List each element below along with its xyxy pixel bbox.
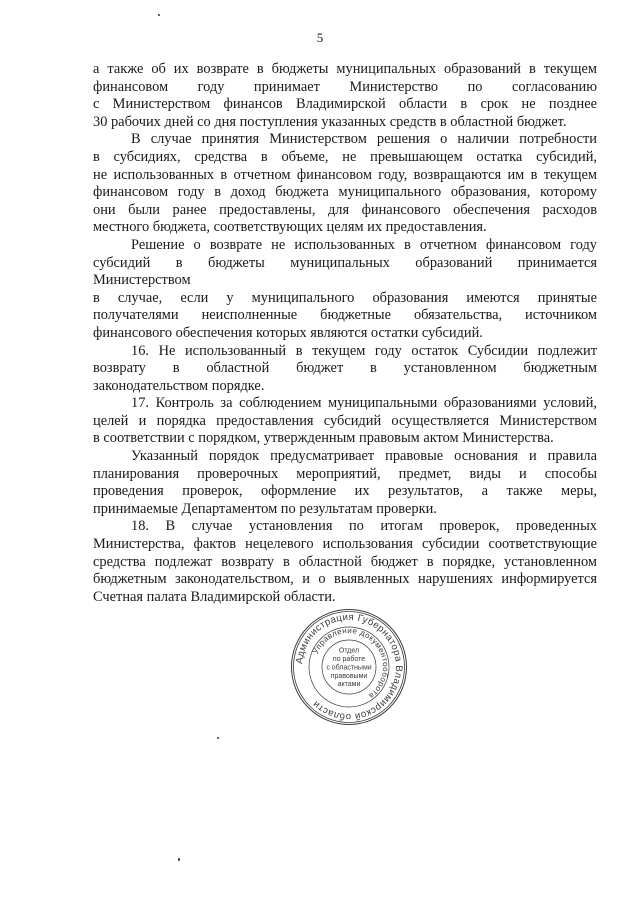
scan-speck <box>217 737 219 739</box>
paragraph <box>93 343 597 396</box>
text-line: 17. Контроль за соблюдением муниципальными образованиями условий, <box>131 395 597 412</box>
text-line: субсидий в бюджеты муниципальных образований принимается <box>93 254 597 271</box>
paragraph <box>93 131 597 237</box>
text-line: финансовом году в доход бюджета муниципального образования, которому <box>93 184 597 201</box>
text-line: финансовом году принимает Министерство по согласованию <box>93 78 597 95</box>
text-line: местного бюджета, соответствующих целям их предоставления. <box>93 219 487 236</box>
text-line: Решение о возврате не использованных в отчетном финансовом году <box>131 236 597 253</box>
seal-middle-text: Управление документооборота <box>310 625 391 701</box>
text-line: законодательством порядке. <box>93 377 265 394</box>
official-seal <box>290 608 408 726</box>
paragraph <box>93 61 597 131</box>
text-line: Министерства, фактов нецелевого использования субсидии соответствующие <box>93 536 597 553</box>
text-line: Министерством <box>93 272 191 289</box>
text-line: планирования проверочных мероприятий, предмет, виды и способы <box>93 465 597 482</box>
text-line: В случае принятия Министерством решения о наличии потребности <box>131 131 597 148</box>
text-line: 16. Не использованный в текущем году остаток Субсидии подлежит <box>131 342 597 359</box>
scan-speck <box>178 858 180 861</box>
seal-outer-text: Администрация Губернатора Владимирской области <box>294 611 405 723</box>
text-line: а также об их возврате в бюджеты муниципальных образований в текущем <box>93 61 597 77</box>
text-line: в субсидиях, средства в объеме, не превышающем остатка субсидий, <box>93 148 597 165</box>
paragraph <box>93 518 597 606</box>
text-line: финансового обеспечения которых являются остатки субсидий. <box>93 324 483 341</box>
paragraph <box>93 237 597 343</box>
seal-inner-line: правовыми <box>330 672 368 680</box>
text-line: бюджетным законодательством, и о выявленных нарушениях информируется <box>93 571 597 588</box>
seal-inner-line: Отдел <box>338 647 360 655</box>
text-line: Счетная палата Владимирской области. <box>93 588 336 605</box>
text-line: принимаемые Департаментом по результатам проверки. <box>93 500 437 517</box>
seal-inner-line: актами <box>337 681 361 689</box>
text-line: целей и порядка предоставления субсидий осуществляется Министерством <box>93 412 597 429</box>
text-line: возврату в областной бюджет в установленном бюджетным <box>93 360 597 377</box>
seal-inner-line: с областными <box>326 664 372 672</box>
text-line: с Министерством финансов Владимирской области в срок не позднее <box>93 96 597 113</box>
seal-inner-text <box>326 648 371 689</box>
text-line: не использованных в отчетном финансовом году, возвращаются им в текущем <box>93 166 597 183</box>
page-number: 5 <box>316 30 324 45</box>
seal-inner-line: по работе <box>332 656 366 663</box>
text-line: Указанный порядок предусматривает правовые основания и правила <box>131 448 597 465</box>
paragraph <box>93 395 597 448</box>
text-line: они были ранее предоставлены, для финансового обеспечения расходов <box>93 201 597 218</box>
body-text <box>93 61 597 606</box>
text-line: в соответствии с порядком, утвержденным правовым актом Министерства. <box>93 430 554 447</box>
paragraph <box>93 448 597 518</box>
text-line: 18. В случае установления по итогам проверок, проведенных <box>131 518 597 535</box>
text-line: 30 рабочих дней со дня поступления указанных средств в областной бюджет. <box>93 113 567 130</box>
text-line: проведения проверок, оформление их результатов, а также меры, <box>93 483 597 500</box>
text-line: в случае, если у муниципального образования имеются принятые <box>93 289 597 306</box>
text-line: средства подлежат возврату в областной бюджет в порядке, установленном <box>93 553 597 570</box>
scan-speck <box>158 14 160 16</box>
text-line: получателями неисполненные бюджетные обязательства, источником <box>93 307 597 324</box>
